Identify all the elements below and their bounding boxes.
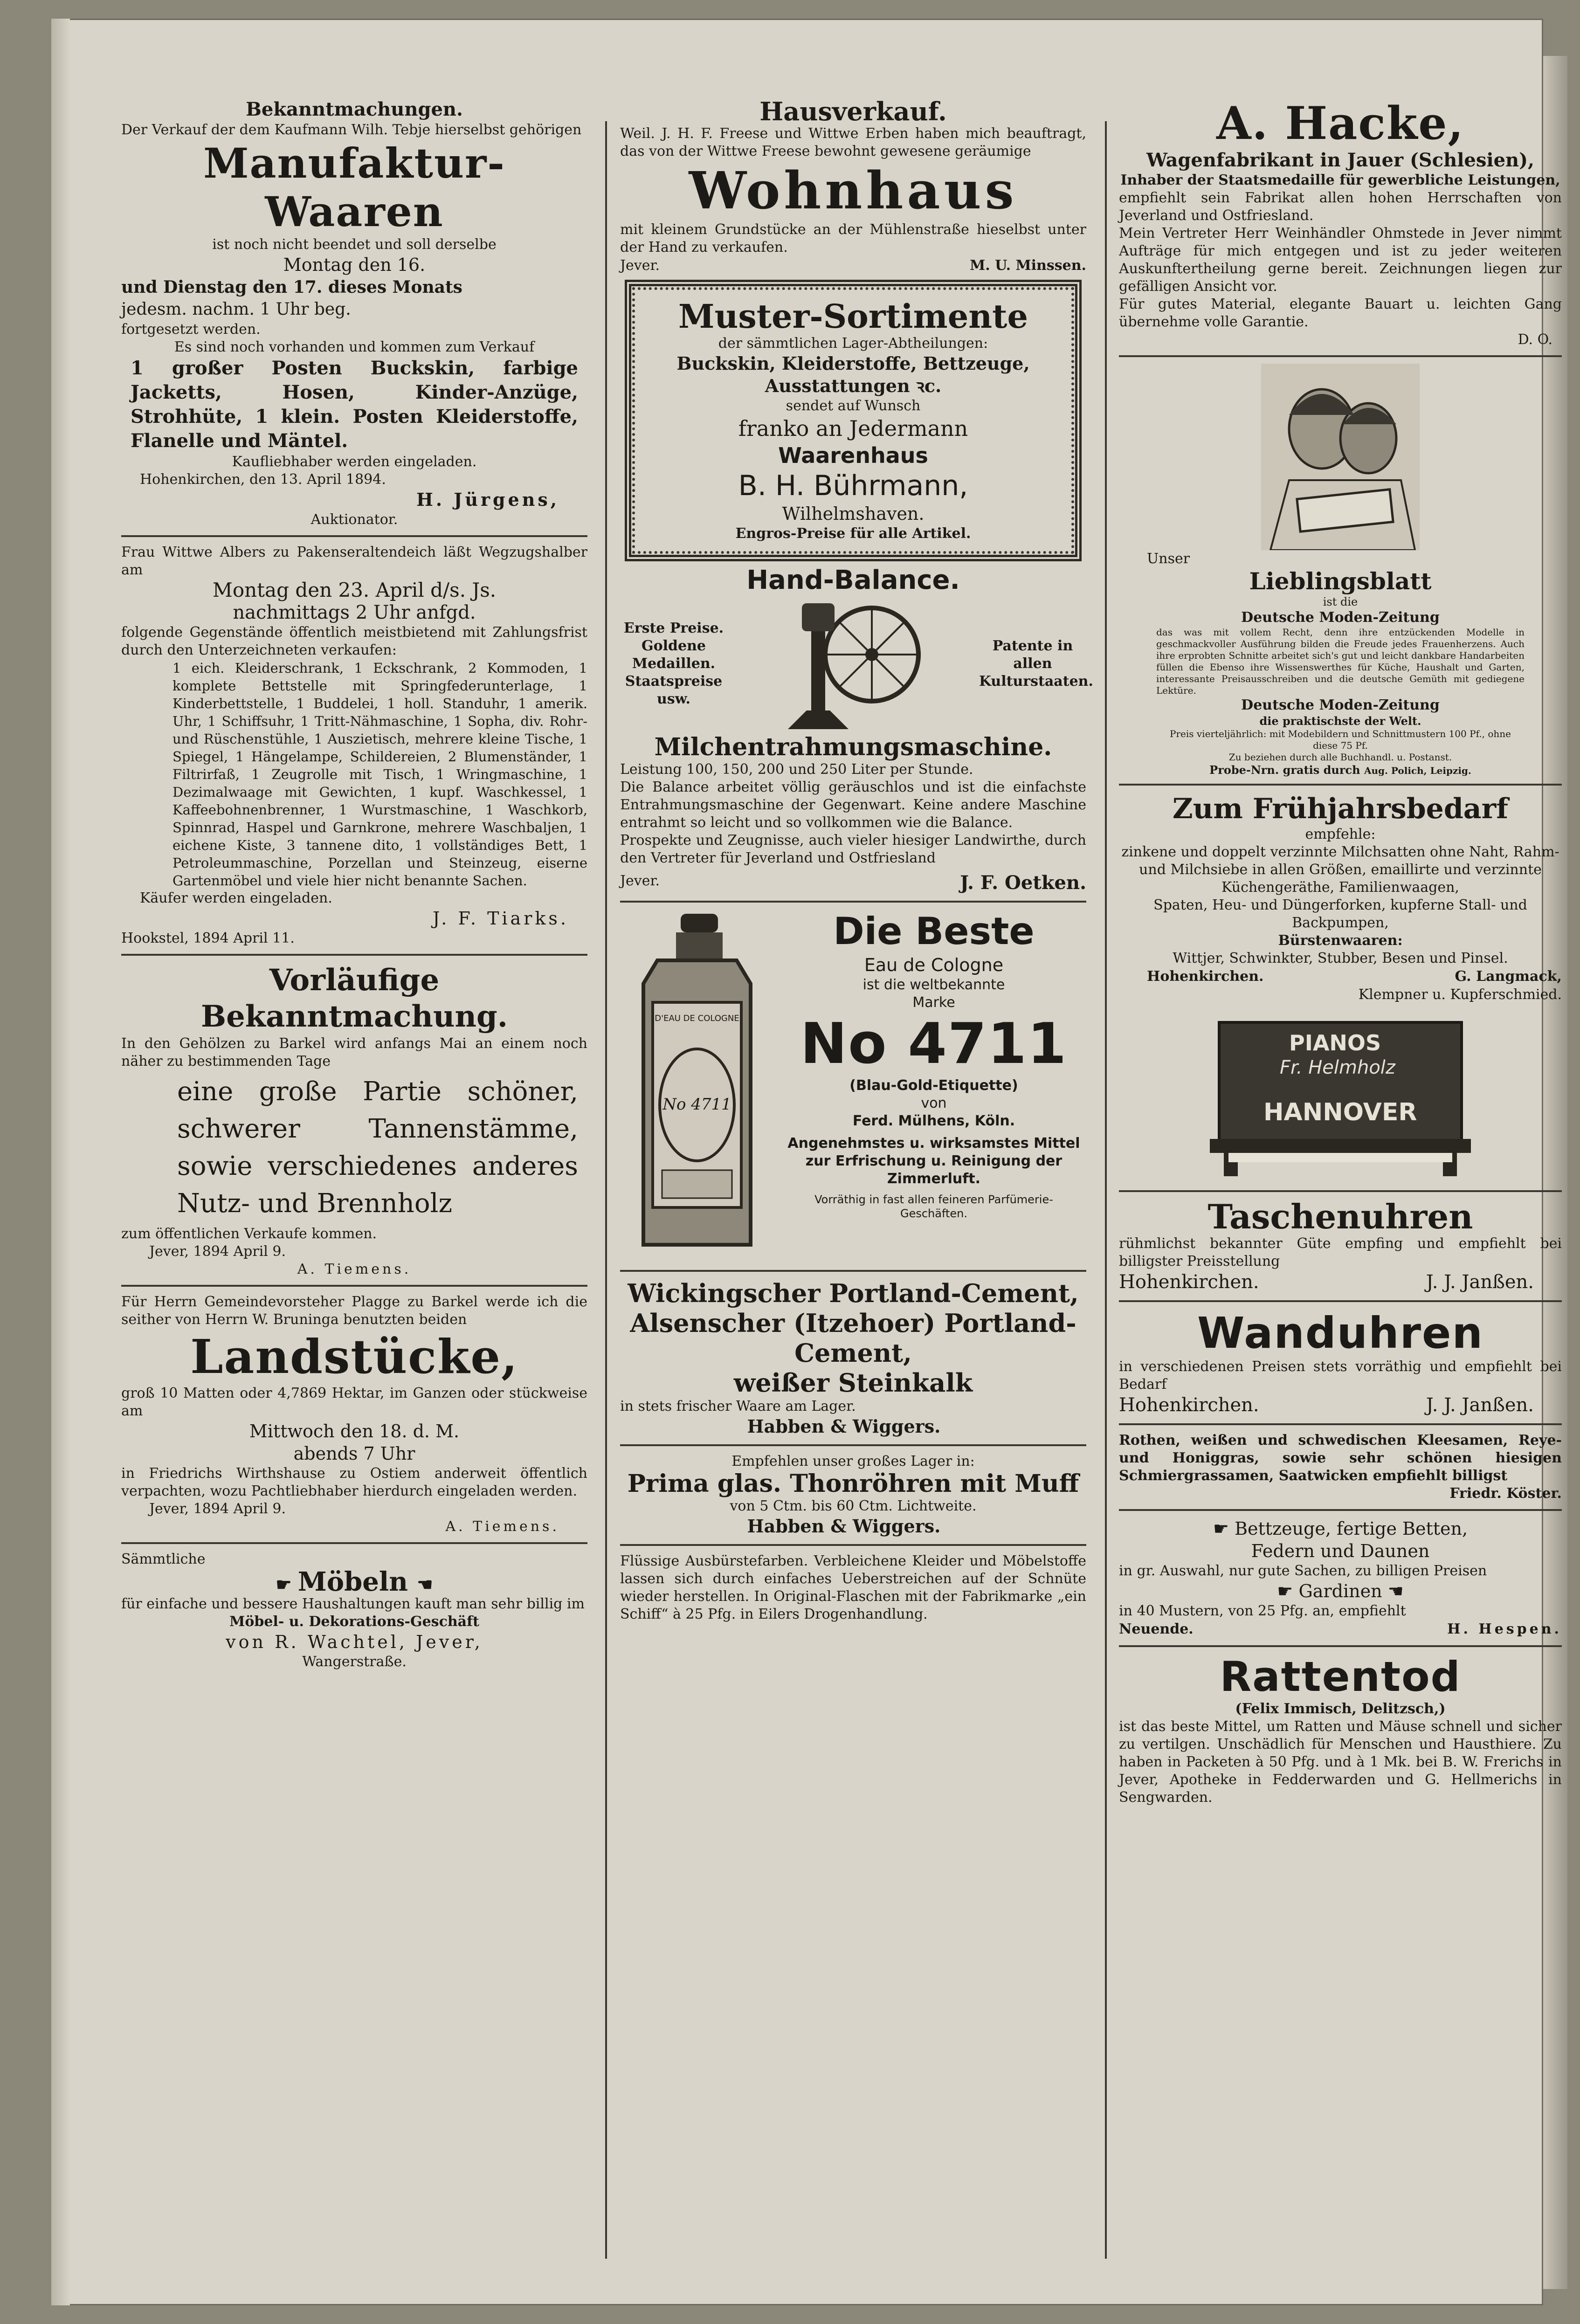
column-divider — [605, 121, 607, 2259]
pointing-hand-icon: ☛ — [276, 1574, 298, 1595]
ad-text: groß 10 Matten oder 4,7869 Hektar, im Ganzen oder stückweise am — [121, 1385, 587, 1419]
piano-illustration — [1210, 1013, 1471, 1181]
ad-separator — [121, 1542, 587, 1544]
milk-separator-illustration — [769, 594, 937, 734]
place-date: Hohenkirchen, den 13. April 1894. — [140, 471, 386, 488]
ad-text: Leistung 100, 150, 200 und 250 Liter per Stunde. — [620, 761, 973, 778]
ad-hand-balance — [620, 565, 1093, 894]
ad-separator — [121, 535, 587, 537]
ad-bettzeuge — [1119, 1517, 1562, 1639]
ad-text: Unser — [1147, 551, 1190, 567]
ad-separator — [1119, 784, 1562, 786]
place: Jever. — [620, 873, 660, 889]
ad-hausverkauf — [620, 98, 1086, 275]
ad-title: A. Hacke, — [1216, 97, 1464, 150]
bottle-label-number: No 4711 — [662, 1095, 731, 1114]
ad-kleesamen — [1119, 1432, 1562, 1503]
signature: H. Jürgens, — [416, 489, 559, 510]
patents-text: Patente in allen Kulturstaaten. — [979, 638, 1093, 690]
ad-vorlaeufige-bekanntmachung — [121, 962, 587, 1278]
signature: A. Tiemens. — [297, 1261, 412, 1277]
place: Neuende. — [1119, 1621, 1194, 1637]
ad-separator — [1119, 1645, 1562, 1647]
ad-text: ist die — [1323, 595, 1358, 608]
ad-intro: Empfehlen unser großes Lager in: — [731, 1453, 975, 1469]
signature-row — [1119, 1270, 1562, 1294]
ad-title — [1119, 1517, 1562, 1540]
price-text: Preis vierteljährlich: mit Modebildern und Schnittmustern 100 Pf., ohne diese 75 Pf. — [1170, 728, 1511, 751]
cologne-bottle-illustration — [620, 909, 774, 1263]
column-divider — [1105, 121, 1107, 2259]
ad-text: Buckskin, Kleiderstoffe, Bettzeuge, Ausstattungen ꝛc. — [676, 353, 1030, 396]
pointing-hand-icon: ☚ — [417, 1574, 433, 1595]
ad-thonroehren — [620, 1453, 1086, 1538]
ad-title — [1119, 1580, 1562, 1602]
signature: Habben & Wiggers. — [747, 1416, 941, 1437]
ad-text: ist die weltbekannte — [862, 977, 1005, 993]
signature: Friedr. Köster. — [1449, 1485, 1562, 1502]
sale-time: nachmittags 2 Uhr anfgd. — [233, 602, 476, 623]
ad-text: sendet auf Wunsch — [786, 398, 921, 414]
ad-text: Wittjer, Schwinkter, Stubber, Besen und Pinsel. — [1173, 950, 1508, 966]
piano-city-text: HANNOVER — [1263, 1098, 1417, 1126]
ad-text: ist das beste Mittel, um Ratten und Mäuse schnell und sicher zu vertilgen. Unschädlich für Menschen und Hausthiere. Zu haben in Packeten à 50 Pfg. und à 1 Mk. bei B. W. Frerichs in Jever, Apotheke in Fedderwarden und G. Hellmerichs in Sengwarden. — [1119, 1718, 1562, 1806]
piano-maker-text: Fr. Helmholz — [1280, 1057, 1395, 1078]
ad-text: folgende Gegenstände öffentlich meistbietend mit Zahlungsfrist durch den Unterzeichneten verkaufen: — [121, 624, 587, 658]
ad-moebeln — [121, 1551, 587, 1671]
ad-title: Landstücke, — [190, 1329, 518, 1384]
lease-date: Mittwoch den 18. d. M. — [249, 1421, 460, 1441]
sale-date: und Dienstag den 17. dieses Monats — [121, 277, 462, 297]
ad-text: mit kleinem Grundstücke an der Mühlenstraße hieselbst unter der Hand zu verkaufen. — [620, 221, 1086, 255]
ad-subtitle: (Felix Immisch, Delitzsch,) — [1235, 1701, 1446, 1717]
house-offer: Wohnhaus — [689, 160, 1018, 221]
signature: J. J. Janßen. — [1426, 1394, 1534, 1416]
ad-manufaktur-waaren — [121, 98, 587, 529]
ad-text: Spaten, Heu- und Düngerforken, kupferne Stall- und Backpumpen, — [1153, 897, 1527, 931]
timber-offer: eine große Partie schöner, schwerer Tannenstämme, sowie verschiedenes anderes Nutz- und Brennholz — [177, 1076, 578, 1219]
signature: J. J. Janßen. — [1426, 1271, 1534, 1293]
ad-text: die praktischste der Welt. — [1259, 714, 1421, 728]
ad-text: in 40 Mustern, von 25 Pfg. an, empfiehlt — [1119, 1603, 1406, 1619]
balance-row — [620, 594, 1093, 734]
ad-text: Rothen, weißen und schwedischen Kleesamen, Reye- und Honiggras, sowie sehr schönen hiesigen Schmiergrassamen, Saatwicken empfiehlt billigst — [1119, 1432, 1562, 1484]
magazine-name: Deutsche Moden-Zeitung — [1241, 697, 1440, 713]
ad-text: Angenehmstes u. wirksamstes Mittel zur Erfrischung u. Reinigung der Zimmerluft. — [787, 1135, 1080, 1187]
ad-text: Prospekte und Zeugnisse, auch vieler hiesiger Landwirthe, durch den Vertreter für Jeverland und Ostfriesland — [620, 832, 1086, 866]
pointing-hand-icon: ☛ — [1277, 1581, 1299, 1601]
ad-text: der sämmtlichen Lager-Abtheilungen: — [718, 335, 988, 352]
place-date: Hookstel, 1894 April 11. — [121, 930, 295, 946]
ad-text: Zu beziehen durch alle Buchhandl. u. Postanst. — [1228, 752, 1452, 763]
ad-title: Rattentod — [1220, 1653, 1461, 1701]
ad-text: Eau de Cologne — [864, 955, 1004, 975]
ad-fruehjahrsbedarf — [1119, 792, 1562, 1004]
awards-text: Erste Preise. Goldene Medaillen. Staatspreise usw. — [623, 620, 724, 707]
bottle-label-top: D'EAU DE COLOGNE — [655, 1014, 739, 1023]
ad-title: Taschenuhren — [1207, 1197, 1473, 1236]
ad-text: von — [921, 1095, 947, 1111]
signature: J. F. Tiarks. — [433, 908, 569, 929]
ad-separator — [1119, 355, 1562, 357]
ad-intro: Der Verkauf der dem Kaufmann Wilh. Tebje hierselbst gehörigen — [121, 122, 582, 138]
ad-text: Bürstenwaaren: — [1278, 932, 1403, 949]
ad-text: Flüssige Ausbürstefarben. Verbleichene Kleider und Möbelstoffe lassen sich durch einfaches Ueberstreichen auf der Schnüte wieder herstellen. In Original-Flaschen mit der Fabrikmarke „ein Schiff“ à 25 Pfg. in Eilers Drogenhandlung. — [620, 1553, 1086, 1622]
ad-text: Käufer werden eingeladen. — [140, 890, 332, 906]
ad-pianos — [1119, 1013, 1562, 1181]
signature-row — [1119, 967, 1562, 986]
goods-list: 1 großer Posten Buckskin, farbige Jacketts, Hosen, Kinder-Anzüge, Strohhüte, 1 klein. Posten Kleiderstoffe, Flanelle und Mäntel. — [131, 357, 578, 452]
ad-separator — [121, 954, 587, 956]
brand-number: No 4711 — [800, 1012, 1068, 1076]
ad-text: Marke — [912, 994, 955, 1011]
cologne-text — [781, 909, 1086, 1263]
ad-text: Kaufliebhaber werden eingeladen. — [232, 454, 477, 470]
ad-text: empfiehlt sein Fabrikat allen hohen Herrschaften von Jeverland und Ostfriesland. — [1119, 190, 1562, 224]
ad-title: Zum Frühjahrsbedarf — [1172, 793, 1509, 825]
ad-title: Muster-Sortimente — [678, 297, 1028, 336]
ad-title: Lieblingsblatt — [1249, 567, 1432, 595]
column-3 — [1119, 98, 1562, 1807]
place-date: Jever, 1894 April 9. — [149, 1243, 286, 1260]
sale-date: Montag den 23. April d/s. Js. — [212, 579, 497, 601]
ad-title: Alsenscher (Itzehoer) Portland-Cement, — [630, 1308, 1076, 1368]
ad-text: zinkene und doppelt verzinnte Milchsatten ohne Naht, Rahm- und Milchsiebe in allen Größen, emaillirte und verzinnte Küchengeräthe, Familienwaagen, — [1121, 844, 1559, 896]
ad-ausbuerstefarben — [620, 1552, 1086, 1623]
ad-moden-zeitung — [1119, 364, 1562, 777]
ad-wanduhren — [1119, 1309, 1562, 1417]
ad-taschenuhren — [1119, 1199, 1562, 1294]
ad-text: Waarenhaus — [778, 443, 928, 468]
signature-row — [620, 256, 1086, 275]
ad-title: Wanduhren — [1197, 1308, 1483, 1358]
ad-text: rühmlichst bekannter Güte empfing und empfiehlt bei billigster Preisstellung — [1119, 1235, 1562, 1269]
sample-offer: Probe-Nrn. gratis durch — [1209, 763, 1360, 777]
signature: J. F. Oetken. — [960, 872, 1086, 894]
place: Jever. — [620, 257, 660, 274]
ad-text: ist noch nicht beendet und soll derselbe — [212, 236, 497, 253]
ad-landstuecke — [121, 1293, 587, 1536]
ad-subtitle: Wagenfabrikant in Jauer (Schlesien), — [1146, 149, 1534, 171]
signature: A. Tiemens. — [445, 1518, 559, 1535]
ad-title: weißer Steinkalk — [733, 1368, 973, 1398]
ad-portland-cement — [620, 1278, 1086, 1438]
pointing-hand-icon: ☚ — [1382, 1581, 1404, 1601]
magazine-description: das was mit vollem Recht, denn ihre entzückenden Modelle in geschmackvoller Ausführung bilden die Freude jedes Frauenherzens. Auch ihre erprobten Schnitte arbeitet sich's gut und leicht dankbare Handarbeiten füllen die Ebenso ihre Wissenswerthes für Küche, Haushalt und Garten, interessante Preisausschreiben und die deutsche Gemüth mit gediegene Lektüre. — [1156, 627, 1525, 696]
ad-text: empfehle: — [1305, 826, 1376, 842]
place-date: Jever, 1894 April 9. — [149, 1501, 286, 1517]
ad-text: Für gutes Material, elegante Bauart u. leichten Gang übernehme volle Garantie. — [1119, 296, 1562, 330]
signature: G. Langmack, — [1455, 968, 1562, 985]
shop-name: Möbel- u. Dekorations-Geschäft — [229, 1614, 479, 1630]
sale-time: jedesm. nachm. 1 Uhr beg. — [121, 300, 351, 319]
ad-text: in Friedrichs Wirthshause zu Ostiem anderweit öffentlich verpachten, wozu Pachtliebhaber hierdurch eingeladen werden. — [121, 1465, 587, 1499]
item-list: 1 eich. Kleiderschrank, 1 Eckschrank, 2 Kommoden, 1 komplete Bettstelle mit Springfederunterlage, 1 Kinderbettstelle, 1 Buddelei, 1 holl. Standuhr, 1 amerik. Uhr, 1 Schiffsuhr, 1 Tritt-Nähmaschine, 1 Sopha, div. Rohr- und Rüschenstühle, 1 Auszietisch, mehrere kleine Tische, 1 Spiegel, 1 Hängelampe, Schildereien, 2 Blumenständer, 1 Filtrirfaß, 1 Zeugrolle mit Tisch, 1 Wringmaschine, 1 Dezimalwaage mit Gewichten, 1 kupf. Waschkessel, 1 Kaffeebohnenbrenner, 1 Wurstmaschine, 1 Waschkorb, Spinnrad, Haspel und Garnkrone, mehrere Waschbaljen, 1 eichene Kiste, 3 tannene dito, 1 vollständiges Bett, 1 Petroleummaschine, Porzellan und Steinzeug, eiserne Gartenmöbel und viele hier nicht benannte Sachen. — [172, 660, 587, 889]
ad-separator — [620, 901, 1086, 903]
ad-title: Hausverkauf. — [759, 97, 947, 126]
ad-text: Die Balance arbeitet völlig geräuschlos und ist die einfachste Entrahmungsmaschine der Gegenwart. Keine andere Maschine entrahmt so leicht und so vollkommen wie die Balance. — [620, 779, 1086, 831]
ad-intro: Weil. J. H. F. Freese und Wittwe Erben haben mich beauftragt, das von der Wittwe Freese bewohnt gewesene geräumige — [620, 125, 1086, 159]
signature-row — [620, 872, 1086, 894]
maker-name: Ferd. Mülhens, Köln. — [852, 1113, 1015, 1129]
signature: M. U. Minssen. — [970, 257, 1086, 274]
ad-title-text: Gardinen — [1298, 1581, 1382, 1601]
ad-text: fortgesetzt werden. — [121, 321, 261, 338]
ad-intro: Frau Wittwe Albers zu Pakenseraltendeich läßt Wegzugshalber am — [121, 544, 587, 578]
ad-text: für einfache und bessere Haushaltungen kauft man sehr billig im — [121, 1596, 585, 1612]
signature-role: Klempner u. Kupferschmied. — [1358, 986, 1562, 1003]
ad-separator — [620, 1544, 1086, 1546]
ad-intro: In den Gehölzen zu Barkel wird anfangs Mai an einem noch näher zu bestimmenden Tage — [121, 1035, 587, 1069]
column-1 — [121, 98, 587, 1671]
ad-separator — [121, 1285, 587, 1287]
signature: H. Hespen. — [1447, 1621, 1562, 1637]
ad-4711 — [620, 909, 1086, 1263]
signature-role: Auktionator. — [310, 511, 398, 528]
ad-text: Mein Vertreter Herr Weinhändler Ohmstede in Jever nimmt Aufträge für mich entgegen und ist zu jeder weiteren Auskunftertheilung gerne bereit. Zeichnungen liegen zur gefälligen Ansicht vor. — [1119, 225, 1562, 295]
ad-title: Manufaktur-Waaren — [203, 139, 505, 236]
ad-intro: Für Herrn Gemeindevorsteher Plagge zu Barkel werde ich die seither von Herrn W. Bruninga benutzten beiden — [121, 1294, 587, 1328]
ad-separator — [1119, 1190, 1562, 1192]
ad-title: Wickingscher Portland-Cement, — [628, 1278, 1079, 1308]
ad-separator — [1119, 1509, 1562, 1511]
ad-text: in verschiedenen Preisen stets vorräthig und empfiehlt bei Bedarf — [1119, 1359, 1562, 1393]
section-heading: Bekanntmachungen. — [246, 98, 463, 120]
ad-muster-sortimente — [625, 280, 1082, 561]
ad-title — [121, 1568, 587, 1595]
ad-title-text: Bettzeuge, fertige Betten, — [1235, 1518, 1468, 1539]
pointing-hand-icon: ☛ — [1213, 1518, 1235, 1539]
ad-title: Prima glas. Thonröhren mit Muff — [627, 1469, 1079, 1498]
ad-text — [1119, 763, 1562, 777]
column-2 — [620, 97, 1093, 1623]
ad-title: Federn und Daunen — [1251, 1541, 1430, 1561]
ad-text: Es sind noch vorhanden und kommen zum Verkauf — [174, 339, 535, 355]
publisher-name: Aug. Polich, Leipzig. — [1364, 765, 1471, 776]
signature-row — [1119, 1393, 1562, 1417]
signature: Habben & Wiggers. — [747, 1516, 941, 1537]
place: Hohenkirchen. — [1147, 968, 1264, 985]
magazine-name: Deutsche Moden-Zeitung — [1241, 609, 1440, 626]
ad-title: Die Beste — [833, 910, 1035, 953]
ad-text: in gr. Auswahl, nur gute Sachen, zu billigen Preisen — [1119, 1563, 1487, 1579]
lease-time: abends 7 Uhr — [293, 1443, 415, 1464]
ad-auction-albers — [121, 544, 587, 947]
ad-text: in stets frischer Waare am Lager. — [620, 1398, 856, 1414]
ad-text: zum öffentlichen Verkaufe kommen. — [121, 1226, 377, 1242]
shop-owner: von R. Wachtel, Jever, — [226, 1632, 483, 1652]
women-reading-illustration — [1261, 364, 1420, 550]
ad-separator — [620, 1444, 1086, 1446]
ad-text: franko an Jedermann — [738, 416, 968, 441]
shop-street: Wangerstraße. — [302, 1654, 407, 1670]
piano-sign-text: PIANOS — [1289, 1030, 1381, 1055]
ad-intro: Sämmtliche — [121, 1551, 206, 1567]
company-city: Wilhelmshaven. — [782, 503, 925, 524]
ad-separator — [1119, 1300, 1562, 1302]
machine-name: Milchentrahmungsmaschine. — [654, 733, 1052, 761]
company-name: B. H. Bührmann, — [738, 469, 968, 502]
place: Hohenkirchen. — [1119, 1394, 1259, 1416]
ad-title-text: Möbeln — [297, 1566, 408, 1597]
sale-date: Montag den 16. — [283, 255, 426, 275]
ad-separator — [1119, 1423, 1562, 1425]
ad-rattentod — [1119, 1654, 1562, 1807]
ad-subtitle: Inhaber der Staatsmedaille für gewerbliche Leistungen, — [1120, 172, 1560, 188]
ad-text: (Blau-Gold-Etiquette) — [849, 1077, 1018, 1094]
ad-text: Engros-Preise für alle Artikel. — [735, 525, 971, 542]
ad-text: Vorräthig in fast allen feineren Parfümerie-Geschäften. — [814, 1193, 1053, 1220]
signature: D. O. — [1518, 331, 1552, 348]
ad-title: Bekanntmachung. — [200, 999, 508, 1034]
ad-title: Vorläufige — [269, 963, 440, 998]
ad-hacke — [1119, 98, 1562, 349]
ad-separator — [620, 1270, 1086, 1272]
ad-title: Hand-Balance. — [746, 565, 960, 595]
signature-row — [1119, 1620, 1562, 1639]
place: Hohenkirchen. — [1119, 1271, 1259, 1293]
ad-text: von 5 Ctm. bis 60 Ctm. Lichtweite. — [730, 1498, 977, 1514]
